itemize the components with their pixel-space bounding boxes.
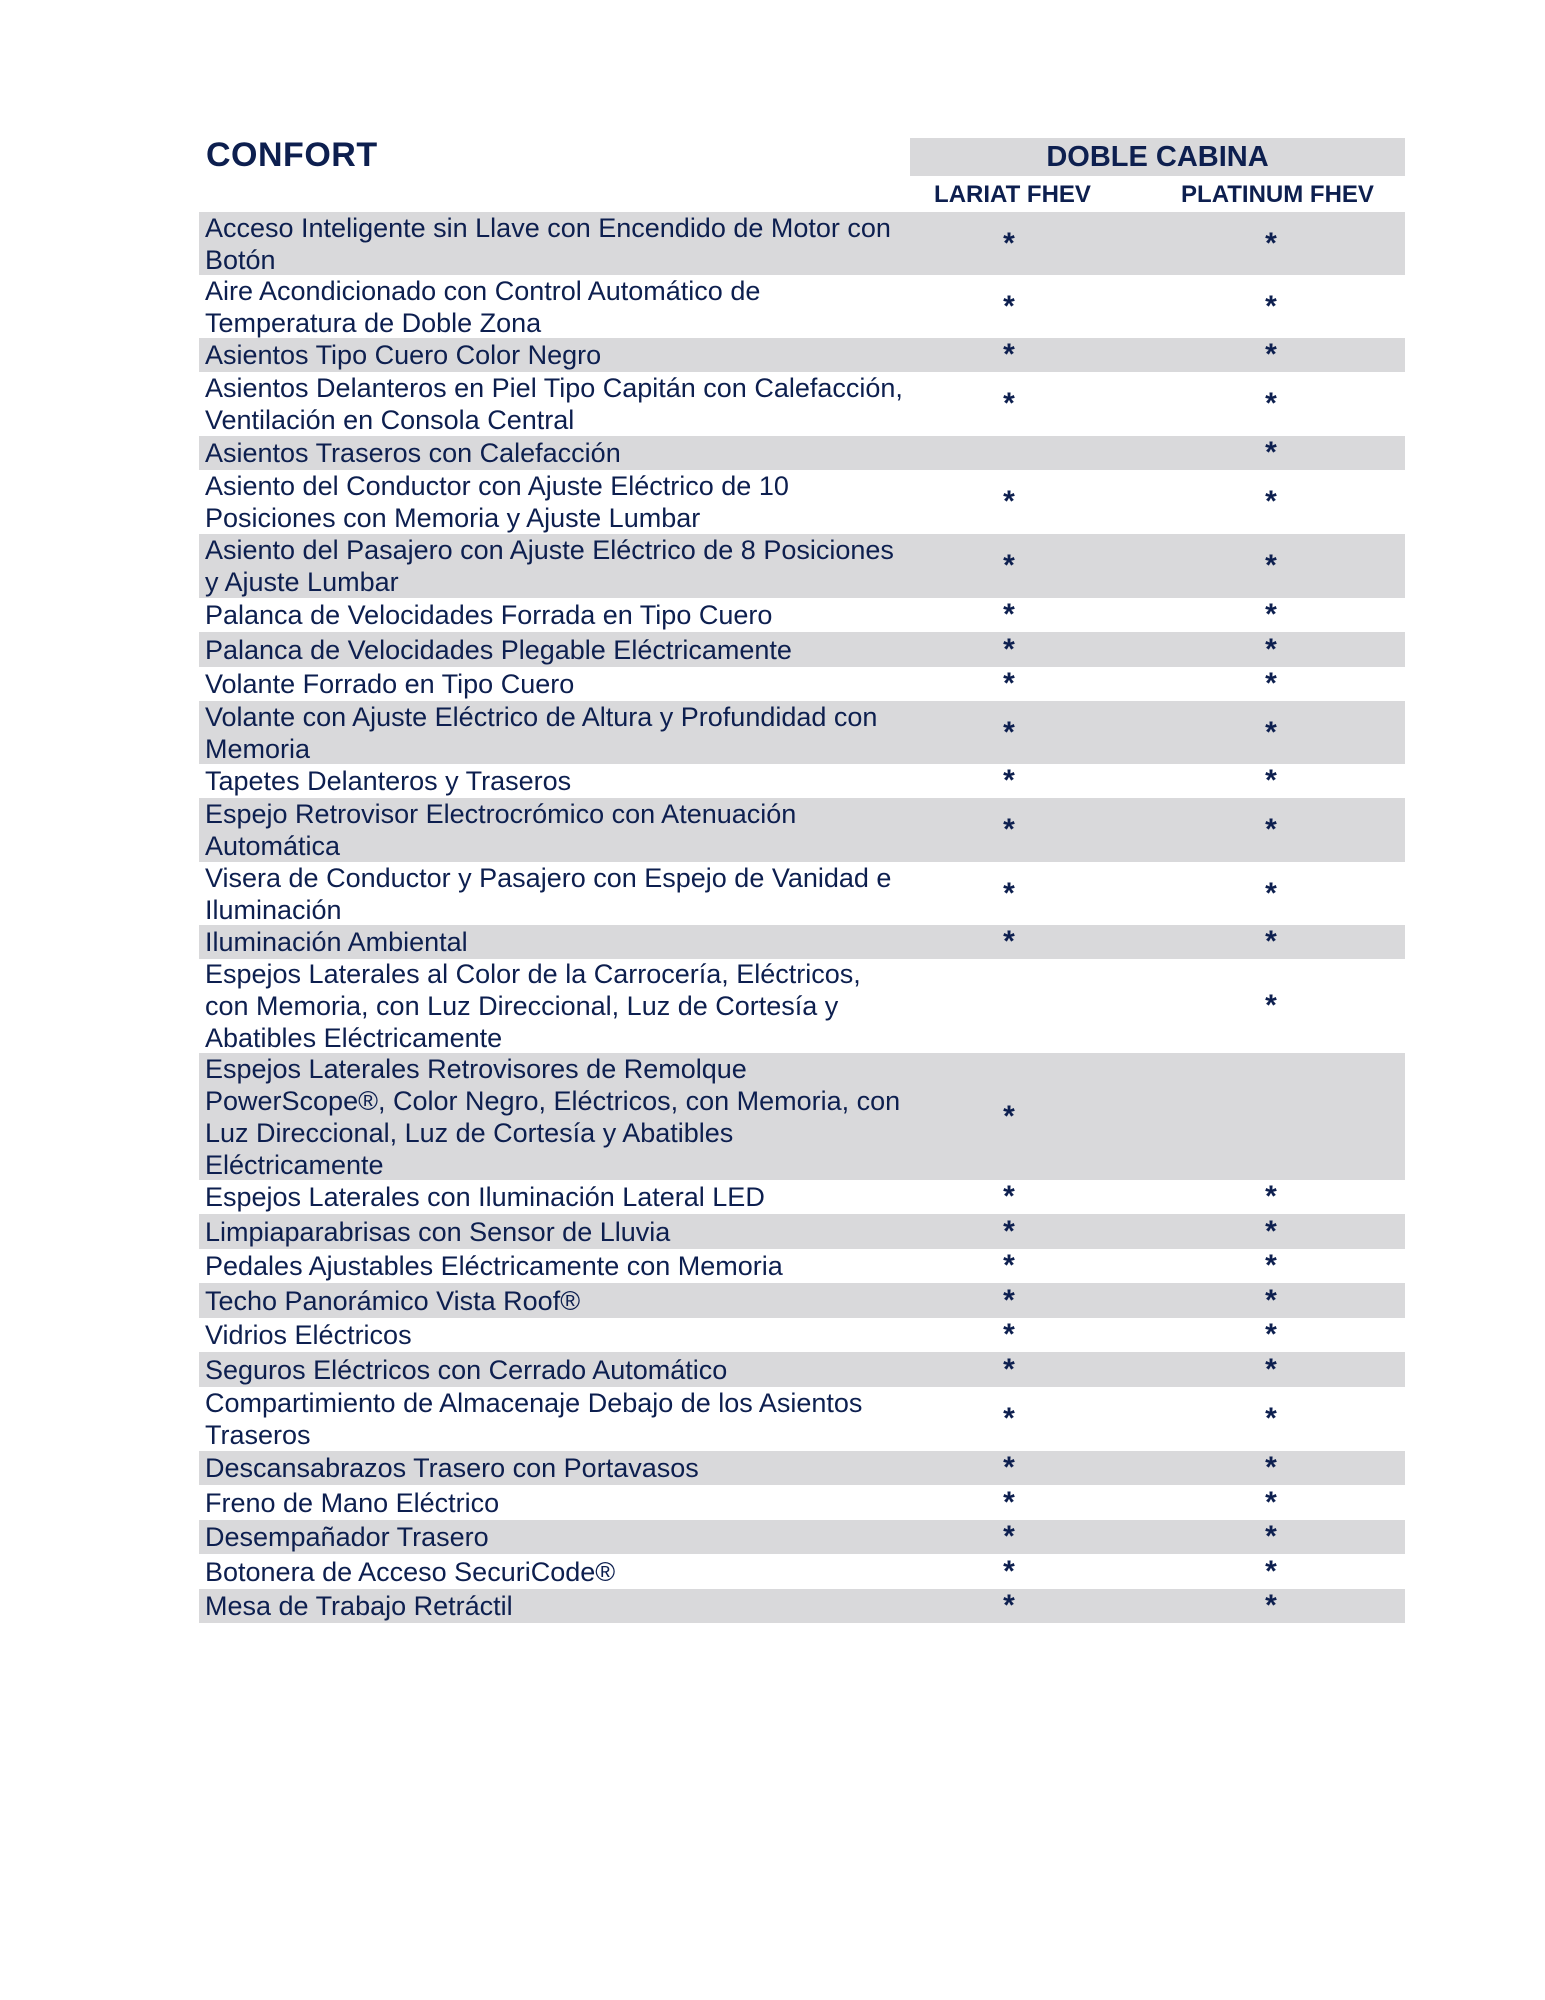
feature-name: Desempañador Trasero — [205, 1522, 489, 1552]
lariat-availability-mark: * — [1003, 1520, 1015, 1553]
feature-name: Tapetes Delanteros y Traseros — [205, 766, 572, 796]
feature-name: Volante Forrado en Tipo Cuero — [205, 669, 575, 699]
lariat-availability-mark: * — [1003, 1352, 1015, 1386]
table-row — [199, 470, 1405, 534]
table-row — [199, 1352, 1405, 1387]
group-header: DOBLE CABINA — [910, 138, 1405, 176]
lariat-availability-mark: * — [1003, 1249, 1015, 1282]
lariat-availability-mark: * — [1003, 1451, 1015, 1484]
platinum-availability-mark: * — [1265, 1180, 1277, 1213]
column-header-lariat: LARIAT FHEV — [934, 181, 1091, 208]
table-row — [199, 1451, 1405, 1485]
lariat-availability-mark: * — [1003, 1402, 1015, 1435]
platinum-availability-mark: * — [1265, 1214, 1277, 1248]
table-row — [199, 701, 1405, 764]
feature-name: Aire Acondicionado con Control Automático de Temperatura de Doble Zona — [205, 275, 761, 338]
table-row — [199, 1249, 1405, 1283]
lariat-availability-mark: * — [1003, 632, 1015, 666]
feature-name: Palanca de Velocidades Plegable Eléctricamente — [205, 634, 792, 665]
table-row — [199, 598, 1405, 632]
table-row — [199, 798, 1405, 862]
platinum-availability-mark: * — [1265, 764, 1277, 797]
feature-name: Freno de Mano Eléctrico — [205, 1487, 500, 1518]
table-row — [199, 534, 1405, 598]
section-title: CONFORT — [206, 136, 378, 174]
table-row — [199, 338, 1405, 372]
platinum-availability-mark: * — [1265, 813, 1277, 846]
platinum-availability-mark: * — [1265, 338, 1277, 371]
feature-name: Asiento del Conductor con Ajuste Eléctrico de 10 Posiciones con Memoria y Ajuste Lumbar — [205, 471, 789, 533]
feature-name: Descansabrazos Trasero con Portavasos — [205, 1453, 699, 1483]
feature-name: Mesa de Trabajo Retráctil — [205, 1591, 513, 1621]
table-row — [199, 1485, 1405, 1520]
table-row — [199, 1214, 1405, 1249]
lariat-availability-mark: * — [1003, 338, 1015, 371]
lariat-availability-mark — [999, 959, 1019, 1053]
lariat-availability-mark: * — [1003, 667, 1015, 700]
feature-name: Espejos Laterales con Iluminación Lateral LED — [205, 1182, 765, 1212]
feature-name: Visera de Conductor y Pasajero con Espejo de Vanidad e Iluminación — [205, 862, 892, 925]
lariat-availability-mark: * — [1003, 764, 1015, 797]
feature-name: Palanca de Velocidades Forrada en Tipo Cuero — [205, 600, 773, 630]
table-row — [199, 372, 1405, 436]
lariat-availability-mark: * — [1003, 387, 1015, 420]
platinum-availability-mark: * — [1265, 925, 1277, 958]
table-row — [199, 275, 1405, 338]
platinum-availability-mark: * — [1265, 632, 1277, 666]
platinum-availability-mark: * — [1265, 1554, 1277, 1588]
lariat-availability-mark: * — [1003, 1214, 1015, 1248]
platinum-availability-mark — [1261, 1053, 1281, 1180]
lariat-availability-mark: * — [1003, 925, 1015, 958]
platinum-availability-mark: * — [1265, 1249, 1277, 1282]
table-row — [199, 1589, 1405, 1623]
table-row — [199, 1318, 1405, 1352]
column-header-platinum: PLATINUM FHEV — [1181, 181, 1374, 208]
platinum-availability-mark: * — [1265, 485, 1277, 518]
feature-name: Techo Panorámico Vista Roof® — [205, 1285, 581, 1316]
lariat-availability-mark: * — [1003, 876, 1015, 910]
table-row — [199, 925, 1405, 959]
feature-name: Espejo Retrovisor Electrocrómico con Atenuación Automática — [205, 799, 797, 861]
table-row — [199, 1180, 1405, 1214]
platinum-availability-mark: * — [1265, 1283, 1277, 1317]
table-row — [199, 436, 1405, 470]
lariat-availability-mark: * — [1003, 598, 1015, 631]
feature-name: Vidrios Eléctricos — [205, 1320, 412, 1350]
platinum-availability-mark: * — [1265, 1318, 1277, 1351]
lariat-availability-mark: * — [1003, 715, 1015, 749]
feature-name: Compartimiento de Almacenaje Debajo de los Asientos Traseros — [205, 1388, 863, 1450]
feature-name: Espejos Laterales Retrovisores de Remolque PowerScope®, Color Negro, Eléctricos, con Memoria, con Luz Direccional, Luz de Cortesía y Abatibles Eléctricamente — [205, 1053, 901, 1180]
lariat-availability-mark: * — [1003, 1318, 1015, 1351]
platinum-availability-mark: * — [1265, 549, 1277, 582]
feature-name: Pedales Ajustables Eléctricamente con Memoria — [205, 1251, 783, 1281]
table-row — [199, 667, 1405, 701]
table-row — [199, 862, 1405, 925]
platinum-availability-mark: * — [1265, 667, 1277, 700]
lariat-availability-mark: * — [1003, 485, 1015, 518]
table-row — [199, 1053, 1405, 1180]
feature-name: Acceso Inteligente sin Llave con Encendido de Motor con Botón — [205, 212, 891, 275]
table-row — [199, 1387, 1405, 1451]
lariat-availability-mark: * — [1003, 813, 1015, 846]
lariat-availability-mark — [999, 436, 1019, 470]
lariat-availability-mark: * — [1003, 1554, 1015, 1588]
lariat-availability-mark: * — [1003, 1589, 1015, 1622]
feature-name: Botonera de Acceso SecuriCode® — [205, 1556, 616, 1587]
lariat-availability-mark: * — [1003, 1180, 1015, 1213]
table-row — [199, 959, 1405, 1053]
platinum-availability-mark: * — [1265, 989, 1277, 1022]
platinum-availability-mark: * — [1265, 436, 1277, 469]
feature-name: Asientos Delanteros en Piel Tipo Capitán con Calefacción, Ventilación en Consola Central — [205, 373, 903, 435]
feature-name: Asientos Traseros con Calefacción — [205, 438, 621, 468]
platinum-availability-mark: * — [1265, 289, 1277, 323]
lariat-availability-mark: * — [1003, 1485, 1015, 1519]
table-row — [199, 212, 1405, 275]
lariat-availability-mark: * — [1003, 226, 1015, 260]
lariat-availability-mark: * — [1003, 1099, 1015, 1133]
table-row — [199, 632, 1405, 667]
lariat-availability-mark: * — [1003, 289, 1015, 323]
platinum-availability-mark: * — [1265, 598, 1277, 631]
feature-name: Espejos Laterales al Color de la Carrocería, Eléctricos, con Memoria, con Luz Direccional, Luz de Cortesía y Abatibles Eléctricamente — [205, 959, 861, 1053]
table-row — [199, 1520, 1405, 1554]
platinum-availability-mark: * — [1265, 1485, 1277, 1519]
platinum-availability-mark: * — [1265, 1589, 1277, 1622]
platinum-availability-mark: * — [1265, 715, 1277, 749]
feature-name: Seguros Eléctricos con Cerrado Automático — [205, 1354, 728, 1385]
table-row — [199, 764, 1405, 798]
feature-name: Asiento del Pasajero con Ajuste Eléctrico de 8 Posiciones y Ajuste Lumbar — [205, 535, 894, 597]
platinum-availability-mark: * — [1265, 1520, 1277, 1553]
platinum-availability-mark: * — [1265, 387, 1277, 420]
table-row — [199, 1554, 1405, 1589]
table-row — [199, 1283, 1405, 1318]
feature-name: Asientos Tipo Cuero Color Negro — [205, 340, 602, 370]
feature-name: Iluminación Ambiental — [205, 927, 468, 957]
platinum-availability-mark: * — [1265, 1451, 1277, 1484]
platinum-availability-mark: * — [1265, 876, 1277, 910]
platinum-availability-mark: * — [1265, 1402, 1277, 1435]
feature-name: Limpiaparabrisas con Sensor de Lluvia — [205, 1216, 671, 1247]
platinum-availability-mark: * — [1265, 226, 1277, 260]
platinum-availability-mark: * — [1265, 1352, 1277, 1386]
feature-table — [199, 212, 1405, 1623]
lariat-availability-mark: * — [1003, 549, 1015, 582]
feature-name: Volante con Ajuste Eléctrico de Altura y Profundidad con Memoria — [205, 701, 878, 764]
lariat-availability-mark: * — [1003, 1283, 1015, 1317]
